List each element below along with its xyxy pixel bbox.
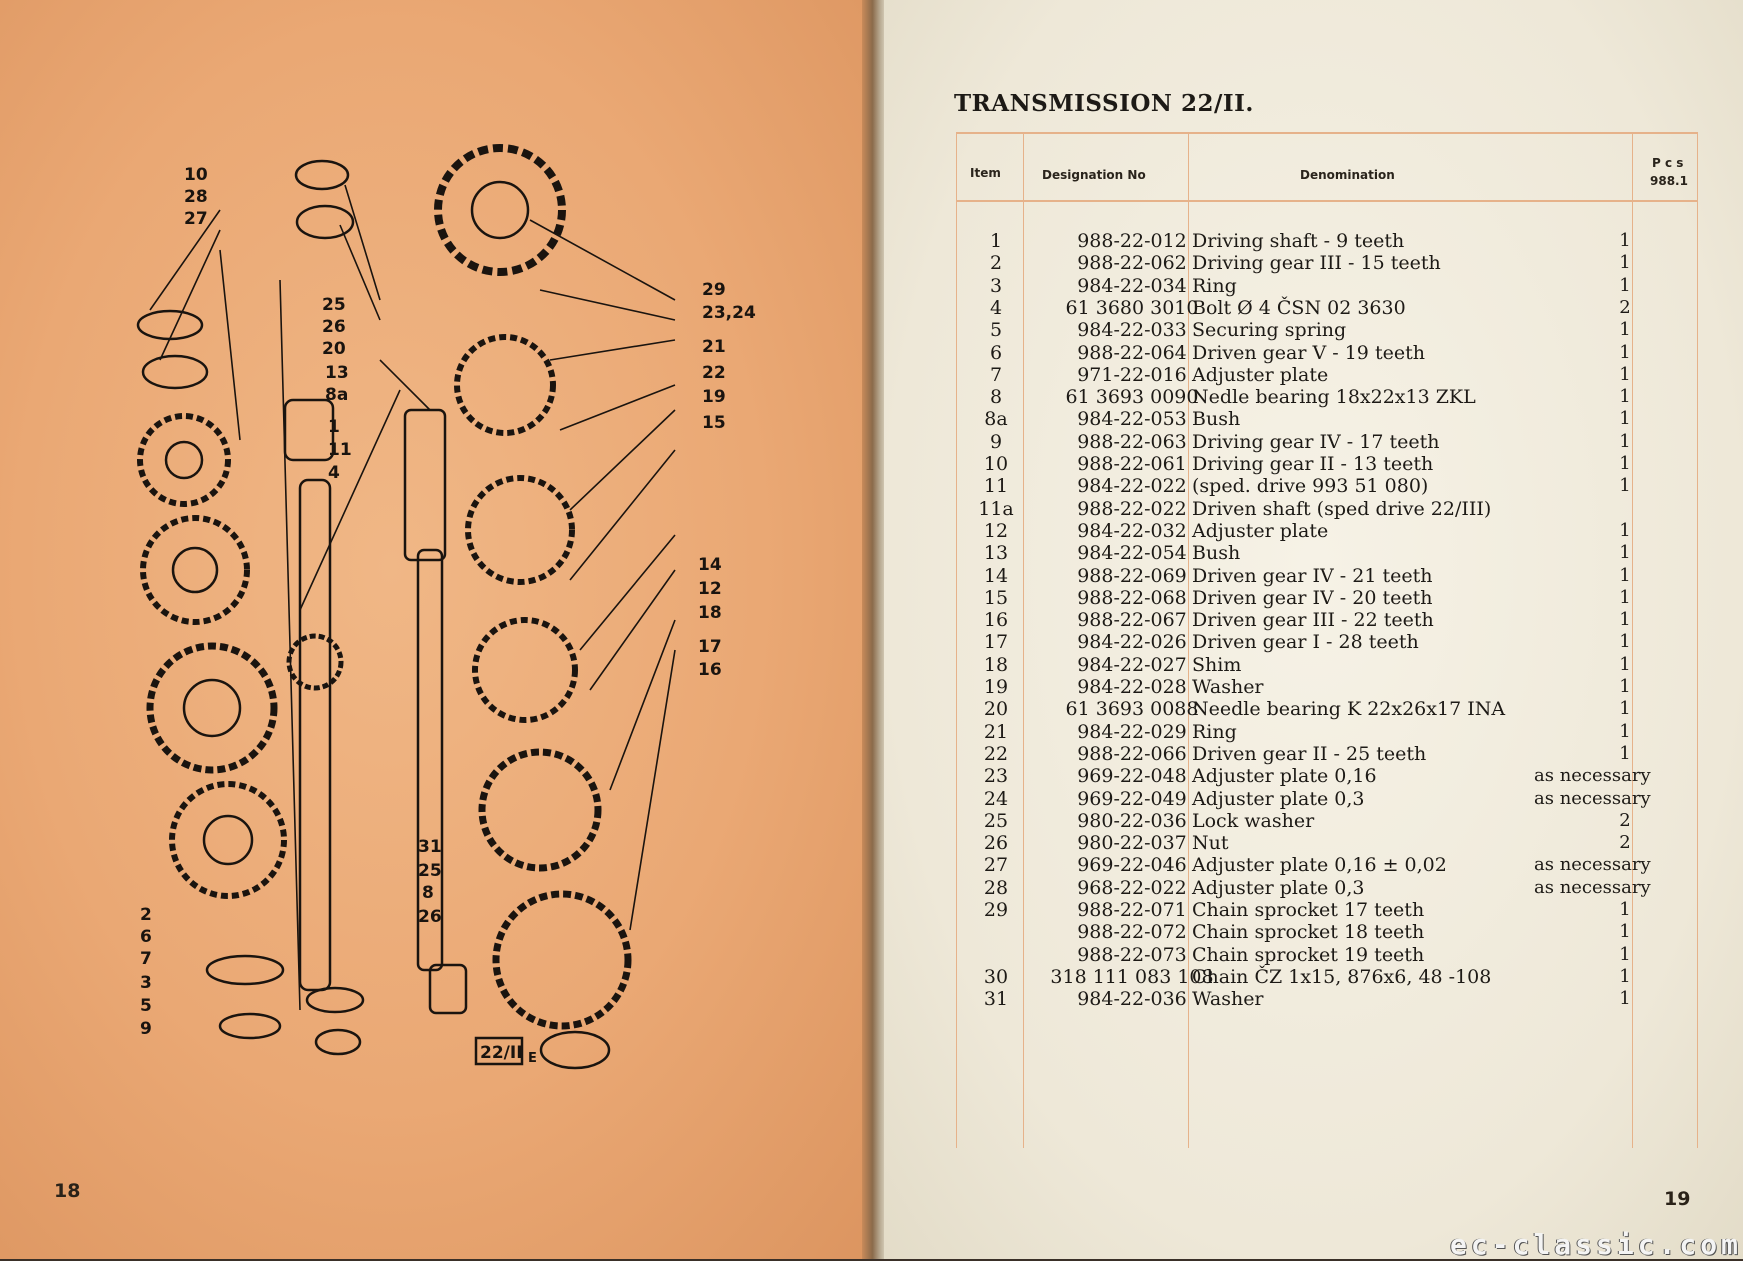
table-row xyxy=(956,810,1698,832)
item-cell: 19 xyxy=(983,676,1009,698)
denomination-cell: Adjuster plate xyxy=(1192,363,1329,386)
item-cell: 7 xyxy=(989,363,1003,386)
designation-cell: 988-22-073 xyxy=(1077,943,1187,966)
item-cell: 9 xyxy=(989,430,1003,453)
bearing-part xyxy=(430,965,466,1013)
callout-12: 12 xyxy=(698,579,722,599)
pcs-cell: 1 xyxy=(1619,698,1631,720)
pcs-cell: 1 xyxy=(1619,742,1631,764)
header-item: Item xyxy=(970,166,1001,180)
gear-part xyxy=(457,337,553,433)
pcs-cell: 1 xyxy=(1619,676,1631,697)
designation-cell: 984-22-034 xyxy=(1077,274,1187,297)
header-designation: Designation No xyxy=(1042,168,1146,182)
item-cell: 30 xyxy=(983,965,1009,988)
designation-cell: 988-22-062 xyxy=(1077,252,1187,275)
item-cell: 6 xyxy=(989,341,1003,364)
table-row xyxy=(956,520,1698,542)
nut-part xyxy=(296,161,348,189)
table-row xyxy=(956,721,1698,743)
designation-cell: 971-22-016 xyxy=(1077,363,1187,386)
pcs-cell: as necessary xyxy=(1534,876,1651,898)
callout-17: 17 xyxy=(698,637,722,657)
denomination-cell: Ring xyxy=(1192,720,1237,743)
table-row xyxy=(956,698,1698,720)
sprocket-hub xyxy=(472,182,528,238)
pcs-cell: 1 xyxy=(1619,564,1631,586)
pcs-cell: 1 xyxy=(1619,921,1631,943)
watermark: ec-classic.com xyxy=(1450,1228,1743,1261)
item-cell: 23 xyxy=(983,765,1009,788)
pcs-cell: 1 xyxy=(1619,653,1631,675)
callout-9: 9 xyxy=(140,1019,152,1039)
callout-25: 25 xyxy=(322,295,346,315)
item-cell: 10 xyxy=(983,453,1009,475)
callout-31: 31 xyxy=(418,837,442,857)
driving-shaft xyxy=(300,480,330,990)
pcs-cell: 1 xyxy=(1619,430,1631,452)
callout-15: 15 xyxy=(702,413,726,433)
denomination-cell: Chain sprocket 17 teeth xyxy=(1192,899,1425,921)
item-cell: 21 xyxy=(983,720,1009,743)
table-row xyxy=(956,631,1698,653)
designation-cell: 969-22-049 xyxy=(1077,787,1187,810)
washer-part xyxy=(297,206,353,238)
denomination-cell: Driven gear II - 25 teeth xyxy=(1192,742,1427,765)
pcs-cell: 1 xyxy=(1619,274,1631,296)
item-cell: 2 xyxy=(989,252,1003,275)
designation-cell: 969-22-048 xyxy=(1077,765,1187,788)
pcs-cell: 1 xyxy=(1619,453,1631,474)
ring-part xyxy=(138,311,202,339)
pcs-cell: 1 xyxy=(1619,965,1631,987)
denomination-cell: Washer xyxy=(1192,676,1264,698)
pcs-cell: 1 xyxy=(1619,230,1631,251)
table-row xyxy=(956,587,1698,609)
bush-part xyxy=(285,400,333,460)
item-cell: 29 xyxy=(983,899,1009,921)
callout-5: 5 xyxy=(140,996,152,1016)
gear-hub xyxy=(184,680,240,736)
denomination-cell: Nedle bearing 18x22x13 ZKL xyxy=(1192,386,1476,409)
pcs-cell: 1 xyxy=(1619,609,1631,631)
denomination-cell: Bush xyxy=(1192,542,1241,565)
denomination-cell: Driven gear IV - 21 teeth xyxy=(1192,564,1433,587)
table-row xyxy=(956,966,1698,988)
denomination-cell: Bush xyxy=(1192,408,1241,431)
denomination-cell: Driving gear II - 13 teeth xyxy=(1192,453,1434,475)
chain-sprocket xyxy=(438,148,562,272)
denomination-cell: Washer xyxy=(1192,988,1264,1011)
denomination-cell: (sped. drive 993 51 080) xyxy=(1192,475,1429,498)
item-cell: 11 xyxy=(983,475,1009,498)
denomination-cell: Lock washer xyxy=(1192,809,1315,832)
pcs-cell: 2 xyxy=(1619,296,1631,318)
shaft-gear xyxy=(289,636,341,688)
item-cell: 5 xyxy=(989,319,1003,342)
callout-18: 18 xyxy=(698,603,722,623)
gear-part xyxy=(140,416,228,504)
page-number-right: 19 xyxy=(1664,1188,1691,1210)
callout-23-24: 23,24 xyxy=(702,303,756,323)
table-row xyxy=(956,386,1698,408)
denomination-cell: Adjuster plate xyxy=(1192,519,1329,542)
gear-part xyxy=(482,752,598,868)
item-cell: 26 xyxy=(983,832,1009,855)
leader-lines xyxy=(530,220,675,930)
gear-part xyxy=(468,478,572,582)
denomination-cell: Chain sprocket 18 teeth xyxy=(1192,921,1425,944)
callout-4: 4 xyxy=(328,463,340,483)
designation-cell: 984-22-026 xyxy=(1077,631,1187,654)
pcs-cell: 2 xyxy=(1619,832,1631,854)
parts-table xyxy=(956,132,1698,1148)
left-page xyxy=(0,0,868,1259)
denomination-cell: Needle bearing K 22x26x17 INA xyxy=(1192,698,1506,721)
item-cell: 20 xyxy=(983,698,1009,721)
callout-2: 2 xyxy=(140,905,152,925)
callout-20: 20 xyxy=(322,339,346,359)
denomination-cell: Bolt Ø 4 ČSN 02 3630 xyxy=(1192,296,1406,319)
table-top-rule xyxy=(956,132,1698,134)
table-row xyxy=(956,431,1698,453)
designation-cell: 988-22-022 xyxy=(1077,497,1187,520)
page-number-left: 18 xyxy=(54,1180,81,1202)
item-cell: 1 xyxy=(989,230,1003,252)
denomination-cell: Adjuster plate 0,3 xyxy=(1192,787,1365,810)
callout-14: 14 xyxy=(698,555,722,575)
callout-28: 28 xyxy=(184,187,208,207)
callout-19: 19 xyxy=(702,387,726,407)
item-cell: 24 xyxy=(983,787,1009,810)
callout-8a: 8a xyxy=(325,385,349,405)
page-title: TRANSMISSION 22/II. xyxy=(954,90,1254,117)
gear-part xyxy=(150,646,274,770)
table-row xyxy=(956,230,1698,252)
designation-cell: 988-22-072 xyxy=(1077,921,1187,944)
item-cell: 14 xyxy=(983,564,1009,587)
denomination-cell: Nut xyxy=(1192,832,1229,855)
denomination-cell: Driving gear IV - 17 teeth xyxy=(1192,430,1440,453)
pcs-cell: 1 xyxy=(1619,408,1631,430)
item-cell: 28 xyxy=(983,876,1009,899)
denomination-cell: Adjuster plate 0,3 xyxy=(1192,876,1365,899)
table-row xyxy=(956,832,1698,854)
table-row xyxy=(956,297,1698,319)
designation-cell: 984-22-028 xyxy=(1077,676,1187,698)
denomination-cell: Adjuster plate 0,16 xyxy=(1192,765,1377,788)
designation-cell: 984-22-033 xyxy=(1077,319,1187,342)
table-row xyxy=(956,765,1698,787)
ring-part xyxy=(220,1014,280,1038)
item-cell: 17 xyxy=(983,631,1009,654)
gear-part xyxy=(496,894,628,1026)
gear-hub xyxy=(204,816,252,864)
table-row xyxy=(956,342,1698,364)
callout-13: 13 xyxy=(325,363,349,383)
table-row xyxy=(956,921,1698,943)
pcs-cell: 1 xyxy=(1619,631,1631,653)
gear-part xyxy=(475,620,575,720)
denomination-cell: Chain sprocket 19 teeth xyxy=(1192,943,1425,966)
pcs-cell: 1 xyxy=(1619,363,1631,385)
table-row xyxy=(956,944,1698,966)
header-denomination: Denomination xyxy=(1300,168,1395,182)
gear-hub xyxy=(166,442,202,478)
table-row xyxy=(956,252,1698,274)
denomination-cell: Adjuster plate 0,16 ± 0,02 xyxy=(1192,854,1447,877)
item-cell: 3 xyxy=(989,274,1003,297)
designation-cell: 969-22-046 xyxy=(1077,854,1187,877)
nut-part xyxy=(316,1030,360,1054)
denomination-cell: Ring xyxy=(1192,274,1237,297)
table-row xyxy=(956,988,1698,1010)
table-row xyxy=(956,788,1698,810)
denomination-cell: Driven gear V - 19 teeth xyxy=(1192,341,1425,364)
bearing-part xyxy=(405,410,445,560)
header-pcs-model: 988.1 xyxy=(1650,174,1688,188)
denomination-cell: Driven gear III - 22 teeth xyxy=(1192,609,1434,632)
denomination-cell: Driven gear IV - 20 teeth xyxy=(1192,586,1433,609)
designation-cell: 61 3693 0088 xyxy=(1065,698,1199,721)
exploded-view-drawing xyxy=(100,130,800,1090)
callout-3: 3 xyxy=(140,973,152,993)
callout-29: 29 xyxy=(702,280,726,300)
washer-part xyxy=(307,988,363,1012)
ring-part xyxy=(143,356,207,388)
pcs-cell: as necessary xyxy=(1534,765,1651,787)
item-cell: 27 xyxy=(983,854,1009,877)
callout-26: 26 xyxy=(322,317,346,337)
designation-cell: 984-22-053 xyxy=(1077,408,1187,431)
item-cell: 4 xyxy=(989,296,1003,319)
callout-11: 11 xyxy=(328,440,352,460)
item-cell: 8 xyxy=(989,386,1003,409)
pcs-cell: 1 xyxy=(1619,586,1631,608)
callout-22: 22 xyxy=(702,363,726,383)
callout-1: 1 xyxy=(328,417,340,437)
designation-cell: 988-22-066 xyxy=(1077,742,1187,765)
drawing-tag xyxy=(476,1038,537,1066)
table-row xyxy=(956,319,1698,341)
table-row xyxy=(956,654,1698,676)
item-cell: 18 xyxy=(983,653,1009,676)
denomination-cell: Driven gear I - 28 teeth xyxy=(1192,631,1419,654)
table-row xyxy=(956,408,1698,430)
item-cell: 31 xyxy=(983,988,1009,1011)
item-cell: 12 xyxy=(983,519,1009,542)
table-row xyxy=(956,542,1698,564)
designation-cell: 988-22-061 xyxy=(1077,453,1187,475)
ring-part xyxy=(207,956,283,984)
callout-10: 10 xyxy=(184,165,208,185)
item-cell: 22 xyxy=(983,742,1009,765)
pcs-cell: 1 xyxy=(1619,542,1631,564)
denomination-cell: Shim xyxy=(1192,653,1242,676)
callout-16: 16 xyxy=(698,660,722,680)
table-row xyxy=(956,498,1698,520)
table-row xyxy=(956,676,1698,698)
pcs-cell: 1 xyxy=(1619,519,1631,541)
callout-27: 27 xyxy=(184,209,208,229)
table-row xyxy=(956,475,1698,497)
callout-25b: 25 xyxy=(418,861,442,881)
pcs-cell: 1 xyxy=(1619,720,1631,742)
designation-cell: 984-22-029 xyxy=(1077,720,1187,743)
designation-cell: 988-22-071 xyxy=(1077,899,1187,921)
table-row xyxy=(956,899,1698,921)
table-row xyxy=(956,565,1698,587)
pcs-cell: 1 xyxy=(1619,899,1631,920)
pcs-cell: 1 xyxy=(1619,386,1631,408)
designation-cell: 984-22-032 xyxy=(1077,519,1187,542)
gear-part xyxy=(143,518,247,622)
denomination-cell: Chain ČZ 1x15, 876x6, 48 -108 xyxy=(1192,965,1492,988)
designation-cell: 988-22-064 xyxy=(1077,341,1187,364)
item-cell: 11a xyxy=(978,497,1014,520)
denomination-cell: Securing spring xyxy=(1192,319,1347,342)
drawing-tag-suffix: E xyxy=(528,1051,537,1066)
designation-cell: 988-22-012 xyxy=(1077,230,1187,252)
drawing-tag-text: 22/II xyxy=(480,1043,523,1063)
pcs-cell: 1 xyxy=(1619,988,1631,1010)
item-cell: 16 xyxy=(983,609,1009,632)
pcs-cell: 1 xyxy=(1619,319,1631,341)
designation-cell: 980-22-036 xyxy=(1077,809,1187,832)
designation-cell: 318 111 083 108 xyxy=(1050,965,1214,988)
pcs-cell: 1 xyxy=(1619,943,1631,965)
designation-cell: 61 3680 3010 xyxy=(1065,296,1199,319)
item-cell: 25 xyxy=(983,809,1009,832)
pcs-cell: 1 xyxy=(1619,341,1631,363)
table-row xyxy=(956,854,1698,876)
designation-cell: 984-22-054 xyxy=(1077,542,1187,565)
designation-cell: 984-22-022 xyxy=(1077,475,1187,498)
denomination-cell: Driven shaft (sped drive 22/III) xyxy=(1192,497,1492,520)
callout-6: 6 xyxy=(140,927,152,947)
table-row xyxy=(956,743,1698,765)
designation-cell: 988-22-069 xyxy=(1077,564,1187,587)
table-row xyxy=(956,877,1698,899)
item-cell: 15 xyxy=(983,586,1009,609)
callout-26b: 26 xyxy=(418,907,442,927)
designation-cell: 968-22-022 xyxy=(1077,876,1187,899)
washer-part xyxy=(541,1032,609,1068)
designation-cell: 61 3693 0090 xyxy=(1065,386,1199,409)
table-header-rule xyxy=(956,200,1698,202)
designation-cell: 988-22-068 xyxy=(1077,586,1187,609)
table-row xyxy=(956,453,1698,475)
designation-cell: 980-22-037 xyxy=(1077,832,1187,855)
pcs-cell: as necessary xyxy=(1534,854,1651,876)
designation-cell: 984-22-036 xyxy=(1077,988,1187,1011)
table-row xyxy=(956,275,1698,297)
gear-part xyxy=(172,784,284,896)
pcs-cell: as necessary xyxy=(1534,787,1651,809)
header-pcs: P c s xyxy=(1652,156,1684,170)
gear-hub xyxy=(173,548,217,592)
pcs-cell: 1 xyxy=(1619,475,1631,497)
denomination-cell: Driving shaft - 9 teeth xyxy=(1192,230,1405,252)
callout-8: 8 xyxy=(422,883,434,903)
pcs-cell: 2 xyxy=(1619,809,1631,831)
pcs-cell: 1 xyxy=(1619,252,1631,274)
table-row xyxy=(956,609,1698,631)
item-cell: 8a xyxy=(984,408,1008,431)
table-row xyxy=(956,364,1698,386)
denomination-cell: Driving gear III - 15 teeth xyxy=(1192,252,1441,275)
designation-cell: 984-22-027 xyxy=(1077,653,1187,676)
callout-7: 7 xyxy=(140,949,152,969)
callout-21: 21 xyxy=(702,337,726,357)
designation-cell: 988-22-063 xyxy=(1077,430,1187,453)
item-cell: 13 xyxy=(983,542,1009,565)
designation-cell: 988-22-067 xyxy=(1077,609,1187,632)
